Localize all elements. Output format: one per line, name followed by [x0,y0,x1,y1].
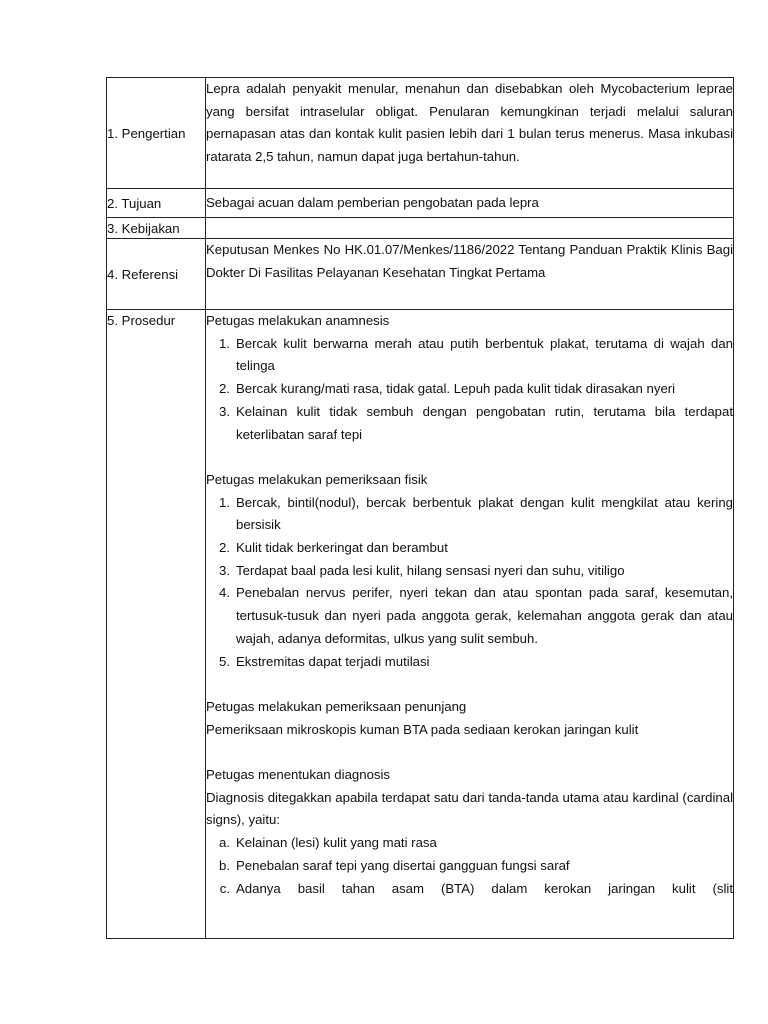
label-kebijakan: 3. Kebijakan [107,220,180,236]
item-letter: c. [219,880,230,896]
item-letter: a. [219,835,230,851]
list-item [206,560,733,583]
list-item [206,492,733,537]
label-cell [107,189,206,218]
content-cell [206,78,734,189]
item-text: Bercak kulit berwarna merah atau putih berbentuk plakat, terutama di wajah dan telinga [236,335,733,374]
list-item [206,378,733,401]
list-item [206,333,733,378]
referensi-text: Keputusan Menkes No HK.01.07/Menkes/1186/2022 Tentang Panduan Praktik Klinis Bagi Dokter Di Fasilitas Pelayanan Kesehatan Tingkat Pertama [206,242,733,280]
label-prosedur: 5. Prosedur [107,313,176,328]
item-number: 2. [219,381,230,397]
item-text: Kulit tidak berkeringat dan berambut [236,540,448,556]
item-letter: b. [219,857,230,873]
item-number: 3. [219,562,230,578]
item-text: Adanya basil tahan asam (BTA) dalam kerokan jaringan kulit (slit [236,880,733,896]
label-cell [107,218,206,239]
diagnosis-list [206,832,733,900]
penunjang-heading: Petugas melakukan pemeriksaan penunjang [206,698,467,714]
item-text: Terdapat baal pada lesi kulit, hilang sensasi nyeri dan suhu, vitiligo [236,562,625,578]
sop-table [106,77,734,939]
row-referensi [107,239,734,310]
row-prosedur [107,310,734,939]
row-kebijakan [107,218,734,239]
diagnosis-text: Diagnosis ditegakkan apabila terdapat satu dari tanda-tanda utama atau kardinal (cardinal signs), yaitu: [206,789,733,828]
list-item [206,537,733,560]
item-text: Ekstremitas dapat terjadi mutilasi [236,653,430,669]
row-pengertian [107,78,734,189]
label-cell [107,78,206,189]
list-item [206,401,733,446]
content-cell [206,189,734,218]
label-pengertian: 1. Pengertian [107,125,186,141]
list-item [206,651,733,674]
item-number: 4. [219,585,230,601]
tujuan-text: Sebagai acuan dalam pemberian pengobatan pada lepra [206,194,539,210]
label-cell [107,310,206,939]
fisik-heading: Petugas melakukan pemeriksaan fisik [206,471,428,487]
item-text: Bercak kurang/mati rasa, tidak gatal. Lepuh pada kulit tidak dirasakan nyeri [236,381,676,397]
diagnosis-heading: Petugas menentukan diagnosis [206,767,391,783]
label-referensi: 4. Referensi [107,266,179,282]
list-item [206,582,733,650]
item-number: 5. [219,653,230,669]
row-tujuan [107,189,734,218]
list-item [206,832,733,855]
item-text: Kelainan (lesi) kulit yang mati rasa [236,835,437,851]
fisik-list [206,492,733,674]
spacer [206,741,733,764]
content-cell [206,239,734,310]
content-cell [206,218,734,239]
item-number: 1. [219,335,230,351]
content-cell [206,310,734,939]
anamnesis-heading: Petugas melakukan anamnesis [206,313,390,328]
item-text: Bercak, bintil(nodul), bercak berbentuk plakat dengan kulit mengkilat atau kering bersisik [236,494,733,533]
item-number: 3. [219,403,230,419]
list-item [206,855,733,878]
item-number: 1. [219,494,230,510]
list-item [206,878,733,901]
spacer [206,673,733,696]
pengertian-text: Lepra adalah penyakit menular, menahun dan disebabkan oleh Mycobacterium leprae yang bersifat intraselular obligat. Penularan kemungkinan terjadi melalui saluran pernapasan atas dan kontak kulit pasien lebih dari 1 bulan terus menerus. Masa inkubasi ratarata 2,5 tahun, namun dapat juga bertahun-tahun. [206,81,733,165]
item-text: Penebalan saraf tepi yang disertai gangguan fungsi saraf [236,857,570,873]
anamnesis-list [206,333,733,447]
item-text: Penebalan nervus perifer, nyeri tekan dan atau spontan pada saraf, kesemutan, tertusuk-tusuk dan nyeri pada anggota gerak, kelemahan anggota gerak dan atau wajah, adanya deformitas, ulkus yang sulit sembuh. [236,585,733,646]
spacer [206,446,733,469]
label-cell [107,239,206,310]
item-text: Kelainan kulit tidak sembuh dengan pengobatan rutin, terutama bila terdapat keterlibatan saraf tepi [236,403,733,442]
label-tujuan: 2. Tujuan [107,195,162,211]
item-number: 2. [219,540,230,556]
penunjang-text: Pemeriksaan mikroskopis kuman BTA pada sediaan kerokan jaringan kulit [206,721,639,737]
